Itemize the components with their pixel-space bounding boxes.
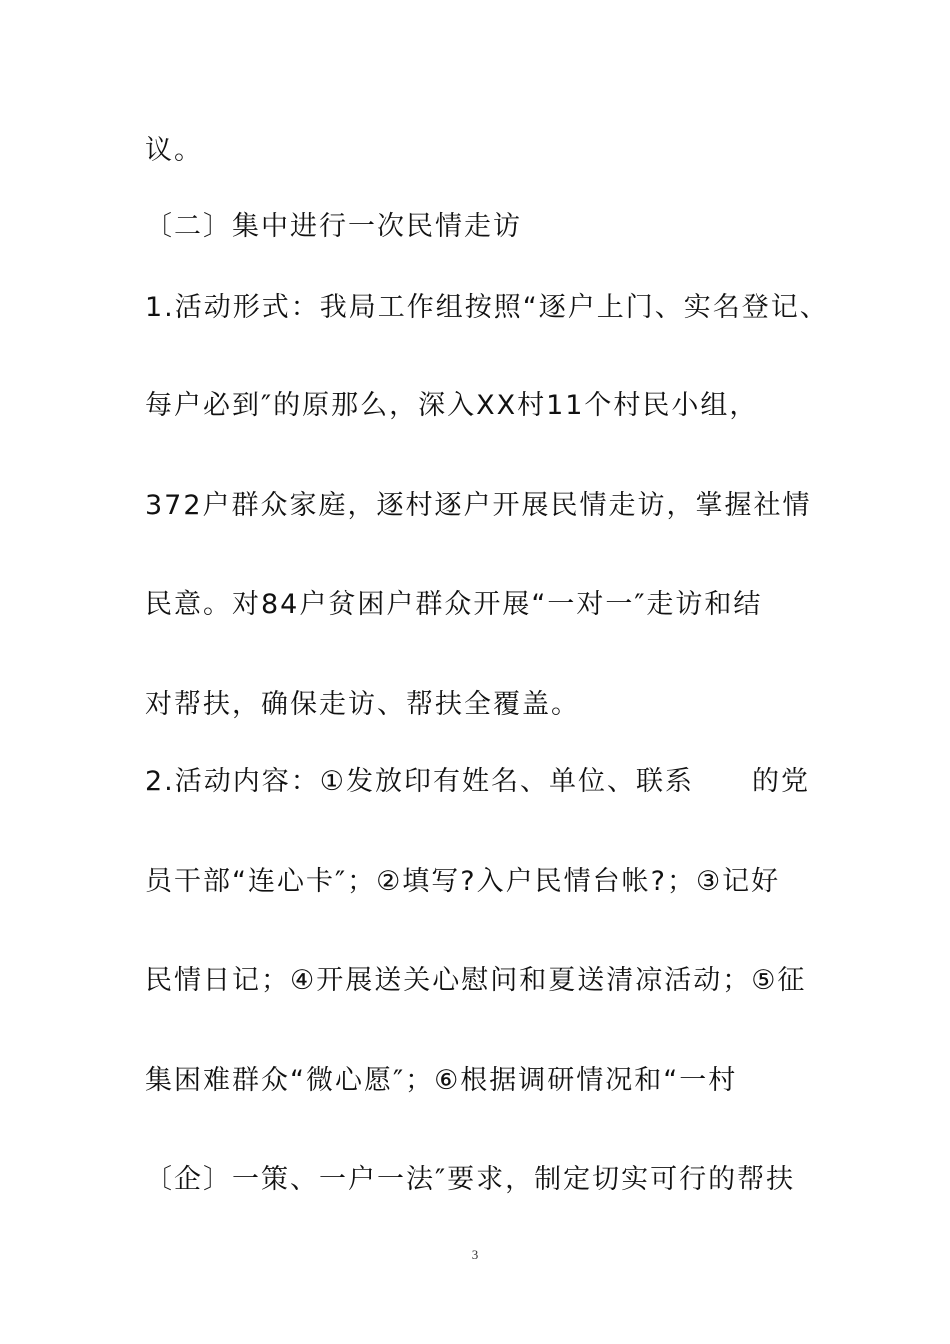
text-line-5: 372户群众家庭，逐村逐户开展民情走访，掌握社情: [145, 490, 812, 521]
text-line-7: 对帮扶，确保走访、帮扶全覆盖。: [145, 689, 580, 720]
section-heading: 〔二〕集中进行一次民情走访: [145, 211, 522, 242]
text-line-8: 2.活动内容：①发放印有姓名、单位、联系 的党: [145, 766, 810, 797]
text-line-6: 民意。对84户贫困户群众开展“一对一″走访和结: [145, 589, 763, 620]
text-line-1: 议。: [145, 135, 203, 166]
text-line-3: 1.活动形式：我局工作组按照“逐户上门、实名登记、: [145, 292, 829, 323]
page-number: 3: [471, 1247, 479, 1262]
text-line-12: 〔企〕一策、一户一法″要求，制定切实可行的帮扶: [145, 1164, 796, 1195]
text-line-9: 员干部“连心卡″；②填写?入户民情台帐?；③记好: [145, 866, 781, 897]
text-line-4: 每户必到″的原那么，深入XX村11个村民小组，: [145, 390, 759, 421]
text-line-11: 集困难群众“微心愿″；⑥根据调研情况和“一村: [145, 1065, 738, 1096]
text-line-10: 民情日记；④开展送关心慰问和夏送清凉活动；⑤征: [145, 965, 807, 996]
